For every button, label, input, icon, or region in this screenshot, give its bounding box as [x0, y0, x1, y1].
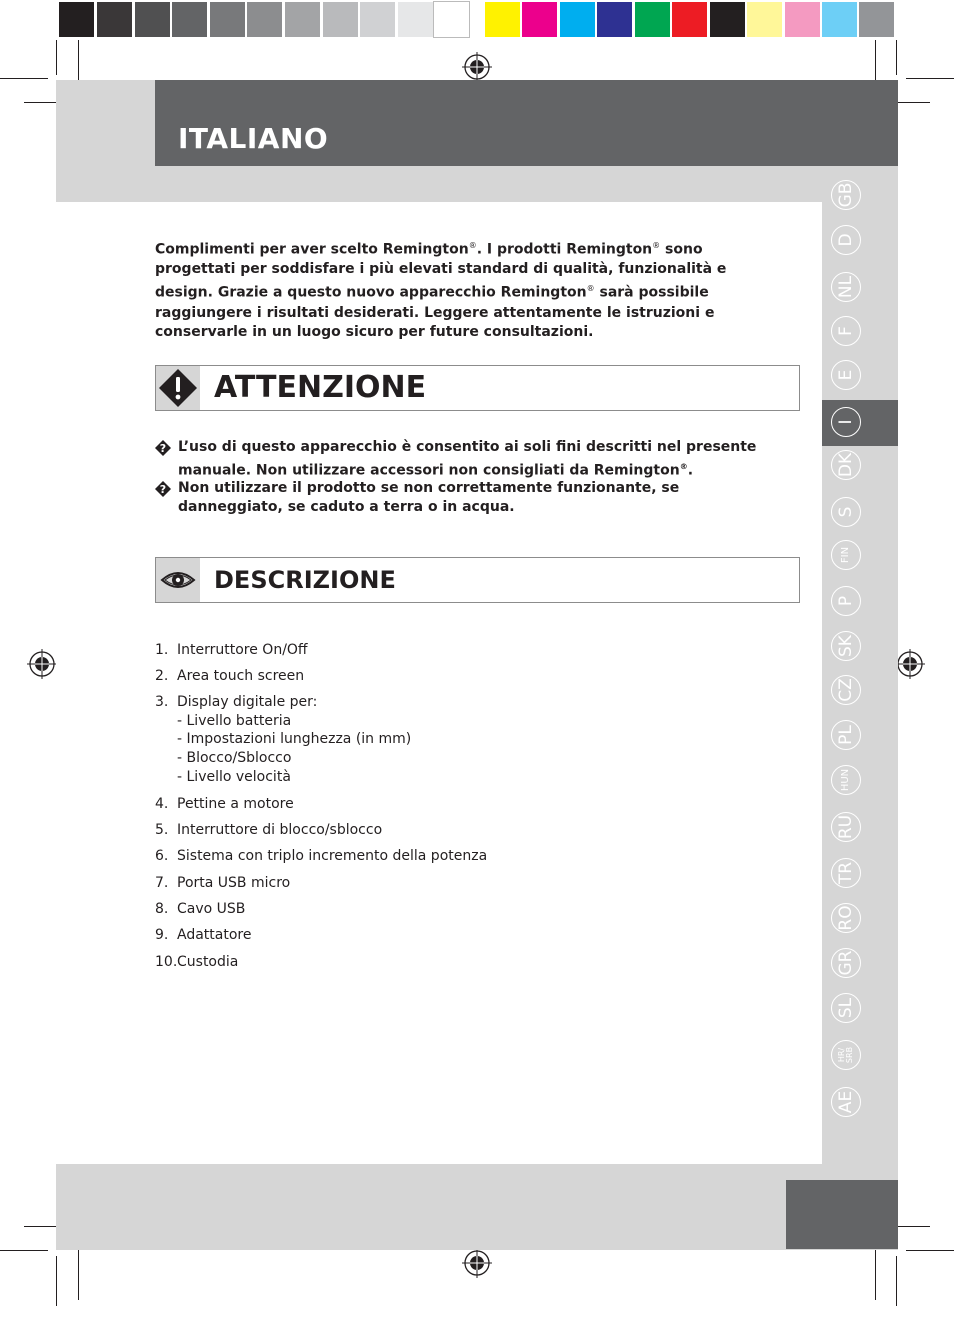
language-tab-label: FIN — [831, 540, 861, 570]
language-tab-fin[interactable] — [831, 540, 861, 570]
list-item-number: 9. — [155, 927, 169, 943]
list-item-content — [177, 693, 677, 787]
language-tab-sl[interactable] — [831, 993, 861, 1023]
language-tab-label: RO — [831, 903, 861, 933]
language-tab-tr[interactable] — [831, 858, 861, 888]
language-tab-label: SL — [831, 993, 861, 1023]
language-tab-label: D — [831, 225, 861, 255]
color-swatch — [672, 2, 707, 37]
language-tab-e[interactable] — [831, 360, 861, 390]
warning-text: L’uso di questo apparecchio è consentito ai soli fini descritti nel presente manuale. Non utilizzare accessori non consigliati da Remington — [178, 439, 757, 479]
language-tab-cz[interactable] — [831, 675, 861, 705]
color-swatch — [285, 2, 320, 37]
language-tab-label: I — [831, 407, 861, 437]
language-tab-label: HR/ SRB — [831, 1040, 861, 1070]
color-swatch — [522, 2, 557, 37]
color-swatch — [97, 2, 132, 37]
color-swatch — [398, 2, 433, 37]
warning-icon-cell — [156, 366, 200, 410]
list-subitem: - Impostazioni lunghezza (in mm) — [177, 731, 412, 748]
crop-mark — [896, 1256, 897, 1306]
list-item-text: Display digitale per: — [177, 694, 318, 710]
color-swatch — [560, 2, 595, 37]
warning-item-text — [178, 438, 778, 481]
list-item-text: Pettine a motore — [177, 796, 294, 812]
color-swatch — [747, 2, 782, 37]
intro-text: . I prodotti Remington — [476, 241, 653, 258]
language-tab-label: TR — [831, 858, 861, 888]
list-item-text: Interruttore On/Off — [177, 642, 308, 658]
list-item-number: 1. — [155, 642, 169, 658]
list-item-text: Adattatore — [177, 927, 252, 943]
language-tab-label: DK — [831, 450, 861, 480]
intro-text: sarà possibile raggiungere i risultati desiderati. Leggere attentamente le istruzioni e conservarle in un luogo sicuro per future consultazioni. — [155, 285, 715, 340]
language-tab-d[interactable] — [831, 225, 861, 255]
svg-text:?: ? — [159, 483, 167, 496]
warning-section-title: ATTENZIONE — [214, 370, 427, 405]
list-item-text: Area touch screen — [177, 668, 305, 684]
list-item-number: 10. — [155, 954, 178, 970]
language-tab-i[interactable] — [831, 407, 861, 437]
intro-text: Complimenti per aver scelto Remington — [155, 241, 469, 258]
language-tab-label: S — [831, 497, 861, 527]
language-tab-label: GR — [831, 948, 861, 978]
language-tab-label: E — [831, 360, 861, 390]
language-tab-label: NL — [831, 272, 861, 302]
list-item-number: 4. — [155, 796, 169, 812]
crop-mark — [0, 78, 48, 79]
list-subitem: - Livello velocità — [177, 768, 291, 785]
language-tab-gr[interactable] — [831, 948, 861, 978]
page-number-block — [786, 1180, 898, 1249]
language-tab-label: AE — [831, 1087, 861, 1117]
color-swatch — [172, 2, 207, 37]
description-section-header — [155, 557, 800, 603]
warning-bullet-icon — [155, 440, 171, 456]
language-tab-dk[interactable] — [831, 450, 861, 480]
color-swatch — [434, 2, 469, 37]
description-icon-cell — [156, 558, 200, 602]
list-item-number: 3. — [155, 694, 169, 710]
list-item-number: 6. — [155, 848, 169, 864]
list-item-text: Cavo USB — [177, 901, 246, 917]
list-item-text: Porta USB micro — [177, 875, 291, 891]
color-swatch — [323, 2, 358, 37]
language-tab-label: HUN — [831, 765, 861, 795]
language-tab-gb[interactable] — [831, 180, 861, 210]
language-tab-label: GB — [831, 180, 861, 210]
language-tab-label: P — [831, 586, 861, 616]
registration-mark-icon — [462, 1248, 492, 1278]
registration-mark-icon — [27, 649, 57, 679]
footer-block — [359, 1164, 786, 1249]
svg-text:?: ? — [159, 442, 167, 455]
registered-mark: ® — [679, 462, 688, 471]
warning-text-end: . — [687, 462, 694, 479]
registration-mark-icon — [462, 52, 492, 82]
color-swatch — [135, 2, 170, 37]
registered-mark: ® — [652, 241, 661, 250]
registered-mark: ® — [586, 284, 595, 294]
language-tab-pl[interactable] — [831, 720, 861, 750]
list-item-number: 8. — [155, 901, 169, 917]
list-item-number: 2. — [155, 668, 169, 684]
color-swatch — [597, 2, 632, 37]
color-swatch — [710, 2, 745, 37]
crop-mark — [906, 78, 954, 79]
color-swatch — [210, 2, 245, 37]
language-tab-hun[interactable] — [831, 765, 861, 795]
language-tab-label: SK — [831, 631, 861, 661]
warning-item-text: Non utilizzare il prodotto se non correttamente funzionante, se danneggiato, se caduto a terra o in acqua. — [178, 480, 680, 515]
language-tab-label: F — [831, 316, 861, 346]
color-swatch — [822, 2, 857, 37]
list-item-text: Sistema con triplo incremento della potenza — [177, 848, 488, 864]
warning-bullet-icon — [155, 481, 171, 497]
list-item-number: 5. — [155, 822, 169, 838]
color-swatch — [859, 2, 894, 37]
language-tab-sk[interactable] — [831, 631, 861, 661]
language-tab-hr-srb[interactable] — [831, 1040, 861, 1070]
crop-mark — [56, 1256, 57, 1306]
crop-mark — [56, 40, 57, 75]
language-tab-label: CZ — [831, 675, 861, 705]
crop-mark — [906, 1250, 954, 1251]
intro-text: sono progettati per soddisfare i più elevati standard di qualità, funzionalità e design. Grazie a questo nuovo apparecchio Remington — [155, 241, 727, 302]
warning-diamond-icon — [156, 366, 200, 410]
registered-mark: ® — [468, 241, 477, 250]
language-tab-nl[interactable] — [831, 272, 861, 302]
language-tab-ro[interactable] — [831, 903, 861, 933]
color-swatch — [635, 2, 670, 37]
list-subitem: - Livello batteria — [177, 712, 292, 729]
list-item-number: 7. — [155, 875, 169, 891]
list-item-text: Custodia — [177, 954, 239, 970]
language-tab-ae[interactable] — [831, 1087, 861, 1117]
eye-icon — [156, 558, 200, 602]
intro-paragraph — [155, 236, 775, 342]
language-tab-ru[interactable] — [831, 812, 861, 842]
color-swatch — [59, 2, 94, 37]
crop-mark — [896, 40, 897, 75]
page-title: ITALIANO — [178, 122, 329, 155]
registration-mark-icon — [895, 649, 925, 679]
color-swatch — [785, 2, 820, 37]
language-tab-label: RU — [831, 812, 861, 842]
language-tab-p[interactable] — [831, 586, 861, 616]
language-tab-s[interactable] — [831, 497, 861, 527]
list-subitem: - Blocco/Sblocco — [177, 750, 292, 767]
description-section-title: DESCRIZIONE — [214, 566, 396, 594]
warning-section-header — [155, 365, 800, 411]
list-item-text: Interruttore di blocco/sblocco — [177, 822, 383, 838]
color-swatch — [247, 2, 282, 37]
language-tab-f[interactable] — [831, 316, 861, 346]
color-swatch — [485, 2, 520, 37]
crop-mark — [0, 1250, 48, 1251]
color-swatch — [360, 2, 395, 37]
language-tab-label: PL — [831, 720, 861, 750]
